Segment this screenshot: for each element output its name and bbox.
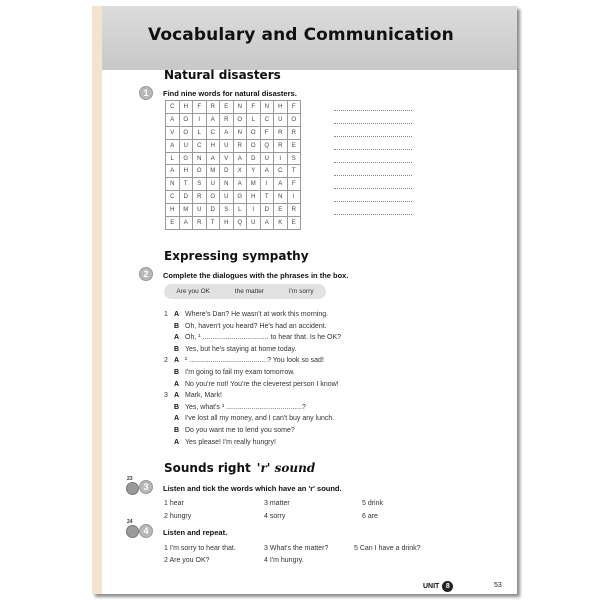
dialogue-speaker: B	[174, 427, 180, 434]
grid-row	[166, 101, 301, 114]
grid-cell[interactable]: A	[206, 152, 220, 165]
grid-cell[interactable]: A	[274, 178, 288, 191]
grid-cell[interactable]: C	[274, 165, 288, 178]
cd-track-23: 23	[127, 476, 133, 482]
grid-cell[interactable]: U	[274, 113, 288, 126]
grid-cell[interactable]: S	[287, 152, 301, 165]
grid-cell[interactable]: A	[166, 165, 180, 178]
phrase-box	[164, 284, 326, 299]
grid-cell[interactable]: Q	[260, 139, 274, 152]
answer-line[interactable]	[334, 136, 412, 137]
phrase-item: I'm sorry	[288, 288, 314, 295]
dialogue-text[interactable]: Yes, what's ³ .......................................?	[185, 403, 306, 411]
grid-cell[interactable]: N	[193, 152, 207, 165]
dialogue-speaker: B	[174, 369, 180, 376]
grid-cell[interactable]: F	[260, 126, 274, 139]
repeat-item: 1 I'm sorry to hear that.	[164, 545, 236, 552]
sound-word[interactable]: 5 drink	[362, 500, 384, 507]
grid-cell[interactable]: O	[179, 113, 193, 126]
grid-cell[interactable]: D	[179, 191, 193, 204]
phrase-item: Are you OK	[176, 288, 210, 295]
exercise-number-1: 1	[139, 86, 153, 100]
grid-cell[interactable]: M	[179, 204, 193, 217]
grid-cell[interactable]: A	[166, 139, 180, 152]
grid-cell[interactable]: U	[220, 191, 234, 204]
grid-cell[interactable]: C	[206, 126, 220, 139]
dialogue-text[interactable]: Oh, haven't you heard? He's had an accident.	[185, 322, 327, 330]
grid-cell[interactable]: A	[233, 152, 247, 165]
workbook-page	[92, 6, 517, 594]
grid-cell[interactable]: R	[287, 204, 301, 217]
dialogue-speaker: A	[174, 380, 180, 388]
grid-cell[interactable]: T	[260, 191, 274, 204]
grid-cell[interactable]: F	[247, 101, 261, 114]
grid-cell[interactable]: T	[179, 178, 193, 191]
answer-line[interactable]	[334, 201, 412, 202]
section-title-sounds-right	[164, 461, 315, 475]
answer-line[interactable]	[334, 214, 412, 215]
grid-cell[interactable]: K	[274, 217, 288, 230]
grid-cell[interactable]: L	[166, 152, 180, 165]
grid-cell[interactable]: Q	[233, 217, 247, 230]
grid-cell[interactable]: H	[274, 101, 288, 114]
grid-cell[interactable]: S	[220, 204, 234, 217]
grid-cell[interactable]: D	[260, 204, 274, 217]
grid-row	[166, 139, 301, 152]
dialogue-text[interactable]: ² ........................................? You look so sad!	[185, 357, 324, 365]
dialogue-text[interactable]: I'm going to fail my exam tomorrow.	[185, 369, 295, 376]
grid-cell[interactable]: L	[193, 126, 207, 139]
page-number: 53	[494, 582, 502, 589]
answer-line[interactable]	[334, 162, 412, 163]
grid-cell[interactable]: L	[233, 204, 247, 217]
cd-icon[interactable]	[126, 482, 139, 495]
instruction-exercise-1: Find nine words for natural disasters.	[163, 89, 297, 98]
grid-cell[interactable]: O	[233, 113, 247, 126]
grid-cell[interactable]: O	[206, 191, 220, 204]
grid-cell[interactable]: N	[220, 178, 234, 191]
grid-cell[interactable]: E	[287, 217, 301, 230]
grid-cell[interactable]: Y	[247, 165, 261, 178]
grid-cell[interactable]: R	[233, 139, 247, 152]
grid-cell[interactable]: N	[166, 178, 180, 191]
page-title: Vocabulary and Communication	[148, 25, 454, 45]
footer-unit-number: 8	[442, 581, 453, 592]
grid-cell[interactable]: O	[193, 165, 207, 178]
grid-cell[interactable]: H	[166, 204, 180, 217]
grid-cell[interactable]: N	[274, 191, 288, 204]
grid-row	[166, 152, 301, 165]
cd-track-24: 24	[127, 519, 133, 525]
repeat-item: 3 What's the matter?	[264, 545, 329, 552]
dialogue-text[interactable]: Yes, but he's staying at home today.	[185, 345, 297, 353]
grid-cell[interactable]: G	[233, 191, 247, 204]
dialogue-text[interactable]: Oh, ¹ .................................. to hear that. Is he OK?	[185, 334, 342, 342]
grid-cell[interactable]: H	[206, 139, 220, 152]
repeat-item: 5 Can I have a drink?	[354, 545, 421, 552]
grid-cell[interactable]: A	[220, 126, 234, 139]
page-side-strip	[92, 6, 102, 594]
grid-cell[interactable]: U	[193, 204, 207, 217]
grid-cell[interactable]: O	[247, 139, 261, 152]
dialogue-speaker: A	[174, 334, 180, 342]
phrase-item: the matter	[234, 288, 265, 295]
grid-cell[interactable]: U	[247, 217, 261, 230]
dialogue-text[interactable]: I've lost all my money, and I can't buy any lunch.	[185, 415, 335, 423]
grid-cell[interactable]: H	[179, 101, 193, 114]
grid-cell[interactable]: E	[287, 139, 301, 152]
grid-cell[interactable]: X	[233, 165, 247, 178]
answer-line[interactable]	[334, 123, 412, 124]
sound-word[interactable]: 1 hear	[164, 500, 184, 507]
grid-cell[interactable]: R	[274, 139, 288, 152]
grid-cell[interactable]: R	[287, 126, 301, 139]
grid-cell[interactable]: R	[193, 217, 207, 230]
grid-cell[interactable]: F	[287, 101, 301, 114]
answer-line[interactable]	[334, 149, 412, 150]
sound-word[interactable]: 4 sorry	[264, 513, 286, 520]
grid-cell[interactable]: A	[166, 113, 180, 126]
grid-cell[interactable]: I	[287, 191, 301, 204]
grid-cell[interactable]: T	[206, 217, 220, 230]
grid-cell[interactable]: S	[193, 178, 207, 191]
dialogue-speaker: B	[174, 345, 180, 353]
grid-row	[166, 113, 301, 126]
dialogue-number: 3	[164, 392, 168, 400]
section-title-text: Sounds right	[164, 461, 251, 475]
dialogue-speaker: A	[174, 392, 180, 400]
section-title-emphasis: 'r' sound	[256, 461, 316, 475]
instruction-exercise-2: Complete the dialogues with the phrases in the box.	[163, 271, 349, 280]
grid-cell[interactable]: H	[179, 165, 193, 178]
grid-cell[interactable]: V	[166, 126, 180, 139]
cd-icon[interactable]	[126, 525, 139, 538]
dialogue-text[interactable]: Where's Dan? He wasn't at work this morning.	[185, 311, 329, 318]
grid-cell[interactable]: F	[287, 178, 301, 191]
grid-cell[interactable]: R	[220, 113, 234, 126]
grid-row	[166, 165, 301, 178]
grid-cell[interactable]: I	[193, 113, 207, 126]
grid-row	[166, 126, 301, 139]
grid-cell[interactable]: A	[260, 165, 274, 178]
footer-unit	[423, 581, 453, 592]
grid-cell[interactable]: U	[206, 178, 220, 191]
grid-cell[interactable]: V	[220, 152, 234, 165]
dialogue-speaker: A	[174, 438, 180, 446]
grid-cell[interactable]: A	[260, 217, 274, 230]
dialogue-text[interactable]: Do you want me to lend you some?	[185, 427, 295, 434]
grid-cell[interactable]: H	[220, 217, 234, 230]
grid-cell[interactable]: N	[233, 126, 247, 139]
dialogue-text[interactable]: Mark, Mark!	[185, 392, 222, 400]
grid-cell[interactable]: U	[179, 139, 193, 152]
section-title-natural-disasters: Natural disasters	[164, 68, 281, 82]
grid-cell[interactable]: O	[179, 126, 193, 139]
grid-row	[166, 191, 301, 204]
section-title-expressing-sympathy: Expressing sympathy	[164, 249, 309, 263]
grid-cell[interactable]: O	[247, 126, 261, 139]
dialogue-text[interactable]: Yes please! I'm really hungry!	[185, 438, 276, 446]
grid-cell[interactable]: G	[179, 152, 193, 165]
exercise-number-4: 4	[139, 524, 153, 538]
grid-cell[interactable]: I	[247, 204, 261, 217]
dialogue-speaker: A	[174, 311, 180, 318]
instruction-exercise-3: Listen and tick the words which have an 'r' sound.	[163, 484, 342, 493]
repeat-item: 4 I'm hungry.	[264, 557, 304, 564]
grid-cell[interactable]: A	[179, 217, 193, 230]
exercise-number-2: 2	[139, 267, 153, 281]
dialogue-number: 1	[164, 311, 168, 318]
dialogue-text[interactable]: No you're not! You're the cleverest person I know!	[185, 380, 339, 388]
grid-cell[interactable]: O	[287, 113, 301, 126]
grid-cell[interactable]: U	[220, 139, 234, 152]
grid-cell[interactable]: E	[274, 204, 288, 217]
grid-cell[interactable]: M	[206, 165, 220, 178]
grid-cell[interactable]: A	[233, 178, 247, 191]
header-band	[102, 6, 517, 70]
grid-cell[interactable]: D	[247, 152, 261, 165]
grid-cell[interactable]: H	[247, 191, 261, 204]
dialogue-speaker: A	[174, 357, 180, 365]
grid-cell[interactable]: C	[193, 139, 207, 152]
dialogue-speaker: A	[174, 415, 180, 423]
answer-line[interactable]	[334, 175, 412, 176]
grid-cell[interactable]: M	[247, 178, 261, 191]
grid-cell[interactable]: R	[206, 101, 220, 114]
grid-cell[interactable]: E	[166, 217, 180, 230]
sound-word[interactable]: 2 hungry	[164, 513, 192, 520]
instruction-exercise-4: Listen and repeat.	[163, 528, 228, 537]
answer-line[interactable]	[334, 110, 412, 111]
dialogue-number: 2	[164, 357, 168, 365]
word-search-grid[interactable]	[165, 100, 301, 230]
dialogue-speaker: B	[174, 322, 180, 330]
grid-cell[interactable]: D	[206, 204, 220, 217]
sound-word[interactable]: 3 matter	[264, 500, 290, 507]
grid-cell[interactable]: T	[287, 165, 301, 178]
grid-cell[interactable]: N	[260, 101, 274, 114]
grid-cell[interactable]: A	[206, 113, 220, 126]
footer-unit-label: UNIT	[423, 583, 440, 590]
grid-cell[interactable]: E	[220, 101, 234, 114]
grid-cell[interactable]: R	[193, 191, 207, 204]
exercise-number-3: 3	[139, 480, 153, 494]
grid-cell[interactable]: U	[260, 152, 274, 165]
grid-row	[166, 178, 301, 191]
grid-cell[interactable]: I	[260, 178, 274, 191]
sound-word[interactable]: 6 are	[362, 513, 378, 520]
grid-cell[interactable]: I	[274, 152, 288, 165]
dialogue-speaker: B	[174, 403, 180, 411]
repeat-item: 2 Are you OK?	[164, 557, 210, 564]
grid-cell[interactable]: R	[274, 126, 288, 139]
grid-cell[interactable]: C	[166, 101, 180, 114]
grid-cell[interactable]: F	[193, 101, 207, 114]
grid-cell[interactable]: L	[247, 113, 261, 126]
grid-cell[interactable]: N	[233, 101, 247, 114]
grid-row	[166, 204, 301, 217]
answer-line[interactable]	[334, 188, 412, 189]
grid-cell[interactable]: C	[260, 113, 274, 126]
grid-row	[166, 217, 301, 230]
grid-cell[interactable]: D	[220, 165, 234, 178]
grid-cell[interactable]: C	[166, 191, 180, 204]
